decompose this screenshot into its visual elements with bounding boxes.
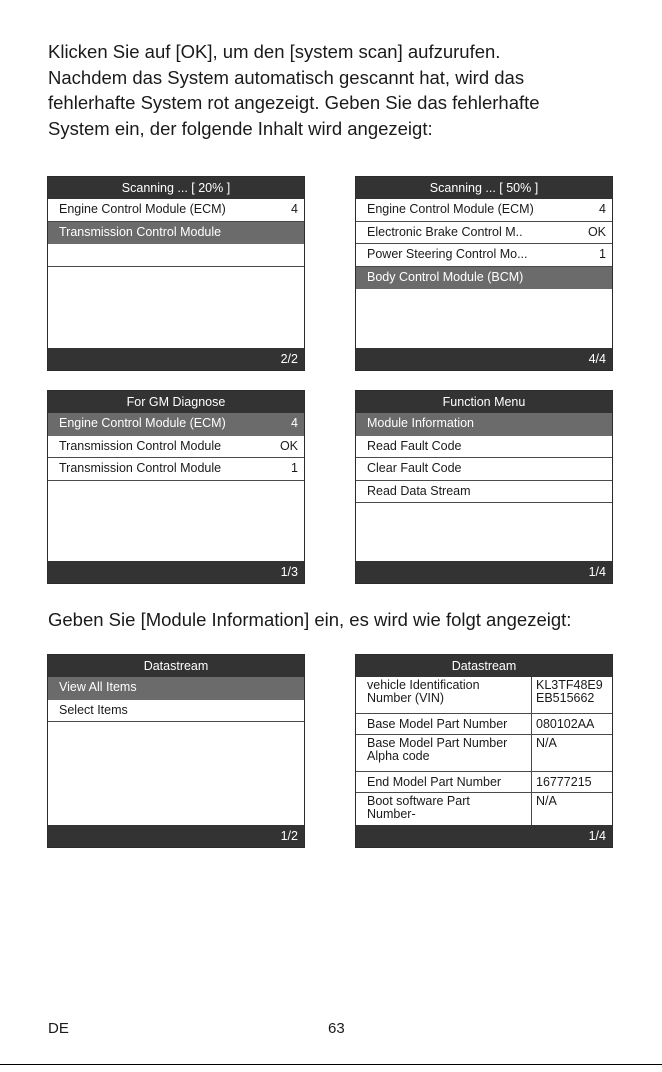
module-info-table bbox=[356, 677, 612, 825]
row-label: Engine Control Module (ECM) bbox=[59, 416, 226, 430]
table-row[interactable] bbox=[356, 714, 612, 735]
screen-title: For GM Diagnose bbox=[48, 391, 304, 413]
table-label: Base Model Part Number bbox=[367, 717, 508, 731]
table-value: N/A bbox=[536, 794, 557, 808]
row-label: Engine Control Module (ECM) bbox=[59, 202, 226, 216]
page-indicator: 4/4 bbox=[356, 348, 612, 370]
menu-item-view-all-items[interactable] bbox=[48, 677, 304, 700]
scan-20-screen bbox=[47, 176, 305, 371]
menu-item-label: Read Fault Code bbox=[367, 438, 462, 453]
screen-title: Scanning ... [ 50% ] bbox=[356, 177, 612, 199]
table-row[interactable] bbox=[356, 677, 612, 714]
menu-item-clear-fault-code[interactable] bbox=[356, 458, 612, 481]
page-indicator: 2/2 bbox=[48, 348, 304, 370]
menu-item-read-fault-code[interactable] bbox=[356, 436, 612, 459]
menu-item-label: Module Information bbox=[367, 416, 475, 430]
module-row-ebcm[interactable] bbox=[356, 222, 612, 245]
second-paragraph: Geben Sie [Module Information] ein, es wird wie folgt angezeigt: bbox=[48, 609, 572, 630]
intro-line: fehlerhafte System rot angezeigt. Geben Sie das fehlerhafte bbox=[48, 92, 540, 113]
intro-line: Klicken Sie auf [OK], um den [system scan] aufzurufen. bbox=[48, 41, 501, 62]
module-row-ecm[interactable] bbox=[48, 199, 304, 222]
screen-title: Datastream bbox=[48, 655, 304, 677]
page-indicator: 1/2 bbox=[48, 825, 304, 847]
function-menu-screen bbox=[355, 390, 613, 584]
row-value: 1 bbox=[599, 247, 606, 261]
module-row-tcm[interactable] bbox=[48, 222, 304, 245]
menu-item-module-information[interactable] bbox=[356, 413, 612, 436]
module-row-ecm[interactable] bbox=[356, 199, 612, 222]
table-label: End Model Part Number bbox=[367, 775, 502, 789]
row-label: Body Control Module (BCM) bbox=[367, 269, 524, 284]
datastream-menu-screen bbox=[47, 654, 305, 848]
footer-rule bbox=[0, 1064, 662, 1065]
row-label: Transmission Control Module bbox=[59, 438, 222, 453]
table-label: Base Model Part Number Alpha code bbox=[367, 736, 508, 763]
row-label: Transmission Control Module bbox=[59, 461, 222, 475]
table-row[interactable] bbox=[356, 735, 612, 772]
table-value: KL3TF48E9 EB515662 bbox=[536, 678, 603, 705]
screen-title: Datastream bbox=[356, 655, 612, 677]
row-label: Transmission Control Module bbox=[59, 224, 222, 239]
gm-diagnose-screen bbox=[47, 390, 305, 584]
table-value: 16777215 bbox=[536, 775, 592, 789]
scan-50-screen bbox=[355, 176, 613, 371]
row-label: Engine Control Module (ECM) bbox=[367, 202, 534, 216]
page-indicator: 1/4 bbox=[356, 561, 612, 583]
table-label: Boot software Part Number- bbox=[367, 794, 470, 821]
table-value: N/A bbox=[536, 736, 557, 750]
menu-item-label: View All Items bbox=[59, 680, 137, 694]
row-value: 4 bbox=[291, 416, 298, 430]
intro-line: Nachdem das System automatisch gescannt hat, wird das bbox=[48, 66, 525, 88]
screen-title: Scanning ... [ 20% ] bbox=[48, 177, 304, 199]
screen-title: Function Menu bbox=[356, 391, 612, 413]
table-value: 080102AA bbox=[536, 717, 595, 731]
module-row-empty bbox=[48, 244, 304, 267]
menu-item-select-items[interactable] bbox=[48, 700, 304, 723]
table-label: vehicle Identification Number (VIN) bbox=[367, 678, 480, 705]
module-row-tcm[interactable] bbox=[48, 458, 304, 481]
menu-item-read-data-stream[interactable] bbox=[356, 481, 612, 504]
menu-item-label: Read Data Stream bbox=[367, 483, 471, 498]
menu-item-label: Clear Fault Code bbox=[367, 461, 462, 475]
page-indicator: 1/4 bbox=[356, 825, 612, 847]
row-label: Power Steering Control Mo... bbox=[367, 247, 528, 261]
intro-paragraph bbox=[48, 39, 648, 141]
intro-line: System ein, der folgende Inhalt wird angezeigt: bbox=[48, 117, 433, 139]
row-value: 4 bbox=[599, 202, 606, 216]
row-value: OK bbox=[587, 224, 606, 239]
row-value: 4 bbox=[291, 202, 298, 216]
module-info-screen bbox=[355, 654, 613, 848]
page-indicator: 1/3 bbox=[48, 561, 304, 583]
module-row-ecm[interactable] bbox=[48, 413, 304, 436]
row-value: OK bbox=[279, 438, 298, 453]
module-row-bcm[interactable] bbox=[356, 267, 612, 290]
menu-item-label: Select Items bbox=[59, 702, 128, 717]
module-row-tcm[interactable] bbox=[48, 436, 304, 459]
table-row[interactable] bbox=[356, 772, 612, 793]
table-row[interactable] bbox=[356, 793, 612, 826]
row-label: Electronic Brake Control M.. bbox=[367, 224, 523, 239]
module-row-pscm[interactable] bbox=[356, 244, 612, 267]
language-code: DE bbox=[48, 1020, 69, 1037]
page-number: 63 bbox=[328, 1020, 345, 1037]
row-value: 1 bbox=[291, 461, 298, 475]
